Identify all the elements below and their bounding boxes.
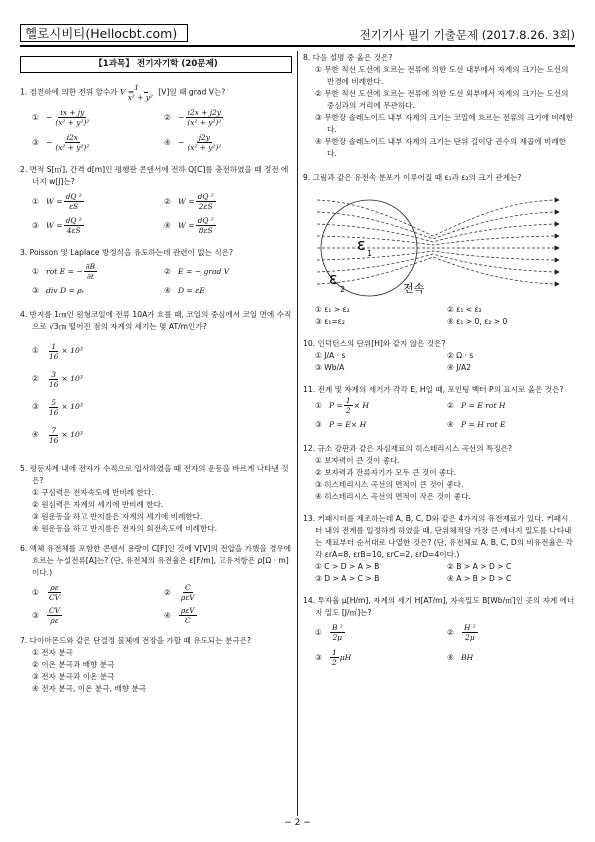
option[interactable]: ① 구심력은 전자속도에 반비례 한다.	[32, 488, 154, 497]
question-2-text: 2. 면적 S[㎡], 간격 d[m]인 평행판 콘덴서에 전하 Q[C]를 충전하였을 때 정전 에너지 w[J]는?	[20, 165, 289, 186]
option[interactable]: ③ 히스테리시스 곡선의 면적이 큰 것이 좋다.	[315, 480, 464, 489]
option[interactable]: ① 무한 직선 도선에 흐르는 전류에 의한 도선 내부에서 자계의 크기는 도선의 반경에 비례한다.	[315, 65, 569, 86]
question-3-options	[20, 262, 292, 297]
option[interactable]: ③ Wb/A	[315, 363, 345, 372]
option[interactable]: ③ div D = ρᵥ	[32, 286, 85, 295]
question-12	[303, 443, 575, 503]
option[interactable]: ④ W = $\frac{\text{dQ ²}}{8\varepsilon S}$	[164, 216, 214, 235]
question-5-options	[20, 487, 292, 535]
question-8-text: 8. 다음 설명 중 옳은 것은?	[303, 53, 393, 62]
question-6-options	[20, 583, 292, 625]
dielectric-flux-figure	[303, 188, 573, 300]
option[interactable]: ④ ε₁ > 0, ε₂ > 0	[447, 317, 508, 326]
epsilon-1-subscript: 1	[367, 249, 373, 258]
question-14-text: 14. 투자율 μ[H/m], 자계의 세기 H[AT/m], 자속밀도 B[Wb/㎡]인 곳의 자계 에너지 밀도 [J/㎥]는?	[303, 596, 575, 617]
left-column	[20, 52, 292, 695]
option[interactable]: ③ 원운동을 하고 반지름은 자계의 세기에 비례한다.	[32, 512, 203, 521]
option[interactable]: ① C > D > A > B	[315, 562, 380, 571]
question-7-text: 7. 다이아몬드와 같은 단결정 물체에 전장을 가할 때 유도되는 분극은?	[20, 636, 252, 645]
option[interactable]: ② 보자력과 잔류자기가 모두 큰 것이 좋다.	[315, 468, 457, 477]
question-14-options	[303, 623, 575, 667]
option[interactable]: ③ 전자 분극과 이온 분극	[32, 672, 115, 681]
option[interactable]: ② Ω · s	[447, 351, 474, 360]
question-9-text: 9. 그림과 같은 유전속 분포가 이루어질 때 ε₁과 ε₂의 크기 관계는?	[303, 173, 522, 182]
option[interactable]: ② $\frac{C}{\text{ρεV}}$	[164, 583, 195, 602]
question-6	[20, 543, 292, 625]
question-11-text: 11. 전계 및 자계의 세기가 각각 E, H일 때, 포인팅 벡터 P의 표시로 옳은 것은?	[303, 385, 564, 394]
question-4	[20, 309, 292, 449]
option[interactable]: ④ $\frac{7}{16}$ × 10³	[32, 425, 83, 445]
option[interactable]: ② 원심력은 자계의 세기에 반비례 한다.	[32, 500, 164, 509]
question-13	[303, 513, 575, 585]
option[interactable]: ② $\frac{3}{16}$ × 10³	[32, 369, 83, 389]
option[interactable]: ① $\frac{1}{16}$ × 10³	[32, 341, 83, 361]
q1-fraction: $\frac{1}{\text{x² + y²}}$	[127, 83, 153, 102]
option[interactable]: ③ ε₁=ε₂	[315, 317, 345, 326]
option[interactable]: ④ − $\frac{j2y}{\text{(x² + y²)²}}$	[164, 133, 222, 152]
option[interactable]: ④ 전자 분극, 이온 분극, 배향 분극	[32, 684, 147, 693]
option[interactable]: ① J/A · s	[315, 351, 346, 360]
question-2	[20, 164, 292, 235]
page-number: − 2 −	[284, 818, 311, 828]
question-10	[303, 338, 575, 374]
option[interactable]: ③ $\frac{1}{2}$ μH	[315, 648, 352, 667]
flux-lines	[317, 200, 555, 284]
option[interactable]: ① W = $\frac{\text{dQ ²}}{\varepsilon S}$	[32, 192, 82, 211]
option[interactable]: ③ 무한장 솔레노이드 내부 자계의 크기는 코일에 흐르는 전류의 크기에 비례한다.	[315, 113, 574, 134]
option[interactable]: ④ P = H rot E	[447, 420, 506, 429]
option[interactable]: ② B > A > D > C	[447, 562, 512, 571]
option[interactable]: ③ D > A > C > B	[315, 574, 380, 583]
question-6-text: 6. 액체 유전체를 포함한 콘덴서 용량이 C[F]인 것에 V[V]의 전압을 가했을 경우에 흐르는 누설전류[A]는? (단, 유전체의 유전율은 ε[F/m], 고유저항은 ρ[Ω · m]이다.)	[20, 544, 292, 577]
epsilon-2-label: ε	[329, 269, 338, 288]
option[interactable]: ② W = $\frac{\text{dQ ²}}{2\varepsilon S}$	[164, 192, 214, 211]
option[interactable]: ④ BH	[447, 652, 474, 662]
question-8	[303, 52, 575, 160]
question-1-options	[20, 108, 292, 152]
option[interactable]: ④ A > B > D > C	[447, 574, 512, 583]
question-5	[20, 463, 292, 535]
option[interactable]: ① P = $\frac{1}{2}$ × H	[315, 396, 369, 415]
question-4-text: 4. 반지름 1㎝인 원형코일에 전류 10A가 흐를 때, 코일의 중심에서 코일 면에 수직으로 √3㎝ 떨어진 점의 자계의 세기는 몇 AT/m인가?	[20, 310, 292, 331]
question-9	[303, 172, 575, 328]
option[interactable]: ① − $\frac{ix + jy}{\text{(x² + y²)²}}$	[32, 108, 90, 127]
option[interactable]: ① 보자력이 큰 것이 좋다.	[315, 456, 400, 465]
epsilon-2-subscript: 2	[340, 285, 346, 294]
option[interactable]: ④ D = εE	[164, 286, 205, 295]
right-column	[303, 52, 575, 667]
question-12-text: 12. 규소 강판과 같은 자심재료의 히스테리시스 곡선의 특징은?	[303, 444, 513, 453]
question-3-text: 3. Poisson 및 Laplace 방정식을 유도하는데 관련이 없는 식은?	[20, 248, 234, 257]
option[interactable]: ③ W = $\frac{\text{dQ ²}}{4\varepsilon S}$	[32, 216, 82, 235]
option[interactable]: ④ 원운동을 하고 반지름은 전자의 회전속도에 비례한다.	[32, 524, 218, 533]
question-11-options	[303, 396, 575, 431]
question-7-options	[20, 647, 292, 695]
option[interactable]: ② 이온 분극과 배향 분극	[32, 660, 115, 669]
question-4-options	[20, 337, 292, 449]
question-8-options	[303, 64, 575, 160]
option[interactable]: ③ $\frac{5}{16}$ × 10³	[32, 397, 83, 417]
question-9-options	[303, 304, 575, 328]
option[interactable]: ③ P = E× H	[315, 420, 367, 429]
column-divider	[297, 51, 298, 816]
header-rule	[20, 45, 575, 47]
question-11	[303, 384, 575, 431]
option[interactable]: ② E = − grad V	[164, 266, 230, 276]
question-3	[20, 247, 292, 297]
option[interactable]: ② ε₁ < ε₂	[447, 305, 482, 314]
option[interactable]: ② P = E rot H	[447, 400, 506, 410]
option[interactable]: ② 무한 직선 도선에 흐르는 전류에 의한 도선 외부에서 자계의 크기는 도선의 중심과의 거리에 무관하다.	[315, 89, 569, 110]
option[interactable]: ④ 무한장 솔레노이드 내부 자계의 크기는 단위 길이당 권수의 제곱에 비례한다.	[315, 137, 567, 158]
option[interactable]: ① ε₁ > ε₂	[315, 305, 350, 314]
option[interactable]: ③ $\frac{CV}{\rho\varepsilon}$	[32, 606, 60, 625]
exam-title: 전기기사 필기 기출문제 (2017.8.26. 3회)	[359, 28, 575, 42]
question-1-text: 1. 점전하에 의한 전위 함수가 V = $\frac{1}{\text{x² + y²}}$ [V]일 때 grad V는?	[20, 83, 226, 102]
option[interactable]: ④ 히스테리시스 곡선의 면적이 작은 것이 좋다.	[315, 492, 471, 501]
question-14	[303, 595, 575, 667]
question-10-options	[303, 350, 575, 374]
option[interactable]: ① $\frac{\rho\varepsilon}{CV}$	[32, 583, 60, 602]
option[interactable]: ① 전자 분극	[32, 648, 73, 657]
option[interactable]: ① rot E = − $\frac{\partial B}{\partial t}$	[32, 262, 96, 281]
option[interactable]: ② − $\frac{i2x + j2y}{\text{(x² + y²)²}}$	[164, 108, 222, 127]
flux-label: 전속	[403, 282, 425, 295]
question-2-options	[20, 192, 292, 235]
option[interactable]: ④ $\frac{\text{ρεV}}{C}$	[164, 606, 195, 625]
question-1	[20, 83, 292, 152]
option[interactable]: ④ J/A2	[447, 363, 472, 372]
question-13-text: 13. 커패시터를 제조하는데 A, B, C, D와 같은 4가지의 유전재료가 있다. 커패시터 내의 전계를 일정하게 하였을 때, 단위체적당 가장 큰 에너지 밀도를 나타내는 재료부터 순서대로 나열한 것은? (단, 유전체료 A, B, C, D의 비유전율은 각각 εrA=8, εrB=10, εrC=2, εrD=4이다.)	[303, 514, 573, 559]
question-12-options	[303, 455, 575, 503]
question-7	[20, 635, 292, 695]
option[interactable]: ③ − $\frac{i2x}{\text{(x² + y²)²}}$	[32, 133, 90, 152]
option[interactable]: ② $\frac{\text{H ²}}{2\mu}$	[447, 623, 476, 642]
epsilon-1-label: ε	[357, 235, 366, 254]
question-5-text: 5. 평등자계 내에 전자가 수직으로 입사하였을 때 전자의 운동을 바르게 나타낸 것은?	[20, 464, 289, 485]
question-10-text: 10. 인덕턴스의 단위[H]와 같지 않은 것은?	[303, 339, 446, 348]
option[interactable]: ① $\frac{\text{B ²}}{2\mu}$	[315, 623, 343, 642]
site-badge: 헬로시비티(Hellocbt.com)	[20, 24, 188, 42]
question-13-options	[303, 561, 575, 585]
section-title: 【1과목】 전기자기학 (20문제)	[20, 56, 292, 73]
